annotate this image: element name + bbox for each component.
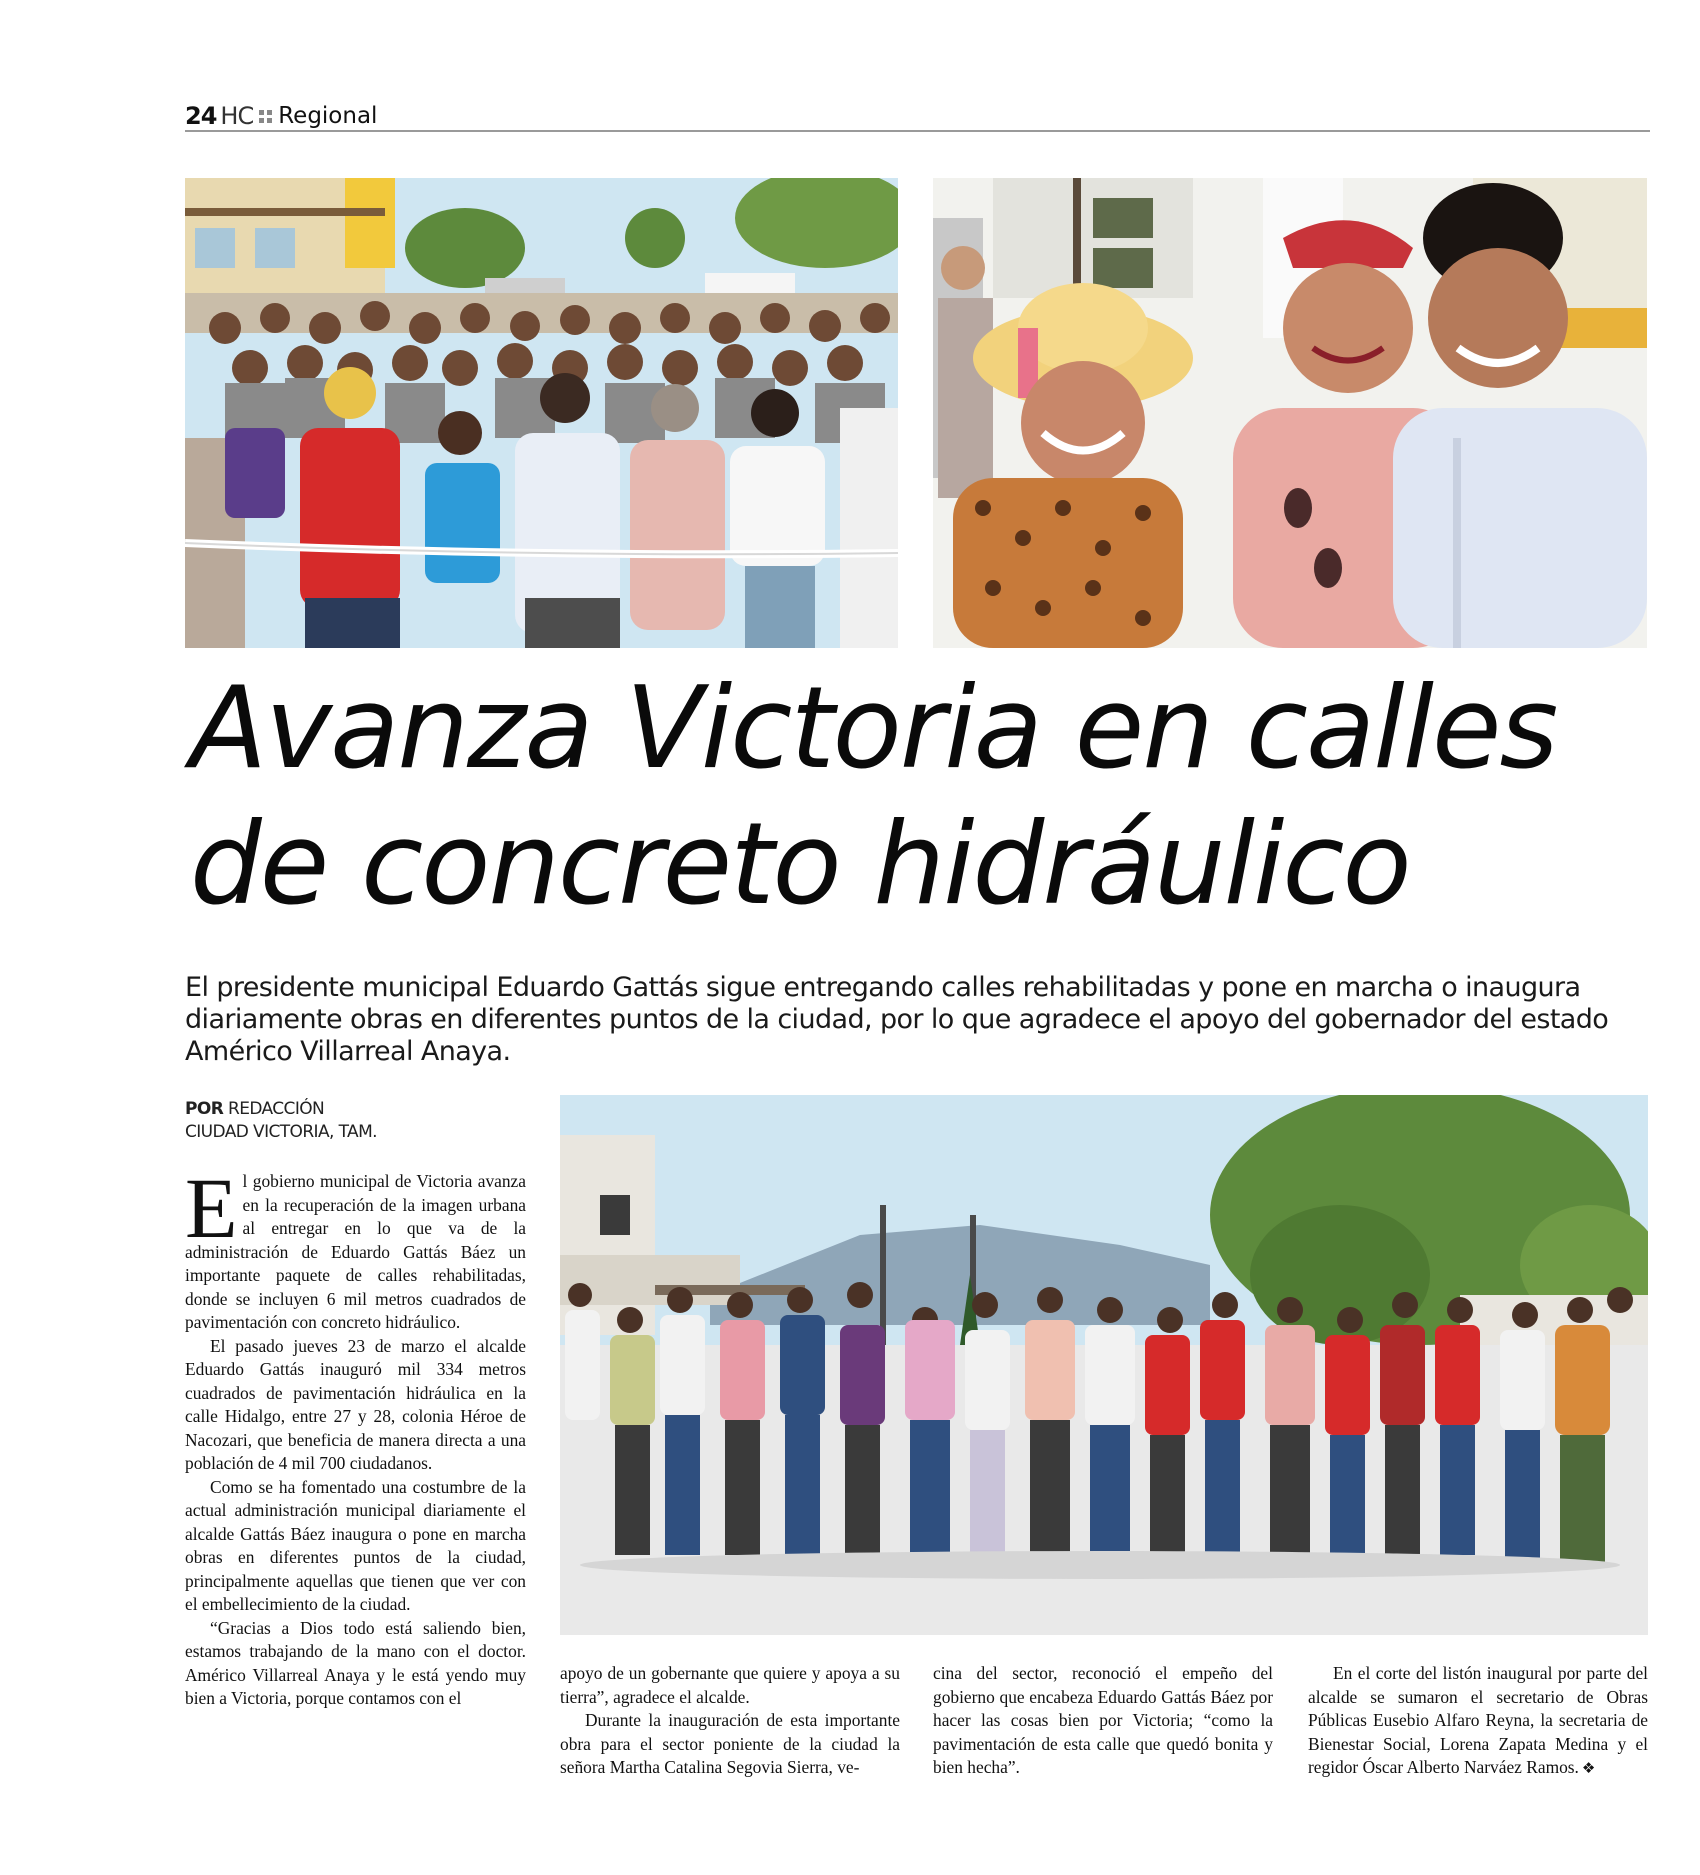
three-people-smiling-photo	[933, 178, 1647, 648]
paragraph-6: Durante la inauguración de esta importante obra para el sector poniente de la ciudad la señora Martha Catalina Segovia Sierra, ve-	[560, 1710, 900, 1777]
publication-name: HC	[220, 102, 254, 130]
article-headline	[190, 660, 1660, 932]
paragraph-7: cina del sector, reconoció el empeño del gobierno que encabeza Eduardo Gattás Báez por hacer las cosas bien por Victoria; “como la pavimentación de esta calle que quedó bonita y bien hecha”.	[933, 1663, 1273, 1777]
article-column-2	[560, 1662, 900, 1780]
paragraph-1	[185, 1160, 526, 1335]
article-deck: El presidente municipal Eduardo Gattás sigue entregando calles rehabilitadas y pone en marcha o inaugura diariamente obras en diferentes puntos de la ciudad, por lo que agradece el apoyo del gobernador del estado Américo Villarreal Anaya.	[185, 972, 1609, 1067]
paragraph-1-text: l gobierno municipal de Victoria avanza en la recuperación de la imagen urbana al entregar en lo que va de la administración de Eduardo Gattás Báez un importante paquete de calles rehabilitadas, donde se incluyen 6 mil metros cuadrados de pavimentación con concreto hidráulico.	[185, 1171, 526, 1332]
paragraph-8-text: En el corte del listón inaugural por parte del alcalde se sumaron el secretario de Obras Públicas Eusebio Alfaro Reyna, la secretaria de Bienestar Social, Lorena Zapata Medina y el regidor Óscar Alberto Narváez Ramos.	[1308, 1663, 1648, 1777]
headline-line-1: Avanza Victoria en calles	[190, 662, 1557, 794]
paragraph-3: Como se ha fomentado una costumbre de la actual administración municipal diariamente el alcalde Gattás Báez inaugura o pone en marcha obras en diferentes puntos de la ciudad, principalmente aquellas que tienen que ver con el embellecimiento de la ciudad.	[185, 1476, 526, 1614]
page-header	[185, 100, 1650, 132]
paragraph-4: “Gracias a Dios todo está saliendo bien, estamos trabajando de la mano con el doctor. Américo Villarreal Anaya y le está yendo muy bien a Victoria, porque contamos con el	[185, 1617, 526, 1708]
headline-line-2: de concreto hidráulico	[190, 798, 1410, 930]
section-name: Regional	[278, 103, 378, 129]
byline	[185, 1098, 515, 1144]
dateline: CIUDAD VICTORIA, TAM.	[185, 1122, 377, 1142]
article-column-4	[1308, 1662, 1648, 1781]
group-walking-street-photo	[560, 1095, 1648, 1635]
end-of-story-icon: ❖	[1581, 1759, 1596, 1777]
article-column-1	[185, 1160, 526, 1711]
drop-cap: E	[185, 1160, 238, 1256]
ribbon-cutting-crowd-photo	[185, 178, 898, 648]
paragraph-5: apoyo de un gobernante que quiere y apoya a su tierra”, agradece el alcalde.	[560, 1663, 900, 1707]
page-number: 24	[185, 102, 217, 130]
byline-author: REDACCIÓN	[228, 1099, 325, 1119]
four-square-dots-icon	[259, 110, 272, 123]
paragraph-2: El pasado jueves 23 de marzo el alcalde Eduardo Gattás inauguró mil 334 metros cuadrados de pavimentación hidráulica en la calle Hidalgo, entre 27 y 28, colonia Héroe de Nacozari, que beneficia de manera directa a una población de 4 mil 700 ciudadanos.	[185, 1335, 526, 1473]
byline-label: POR	[185, 1099, 224, 1119]
article-column-3	[933, 1662, 1273, 1780]
paragraph-8	[1308, 1662, 1648, 1781]
